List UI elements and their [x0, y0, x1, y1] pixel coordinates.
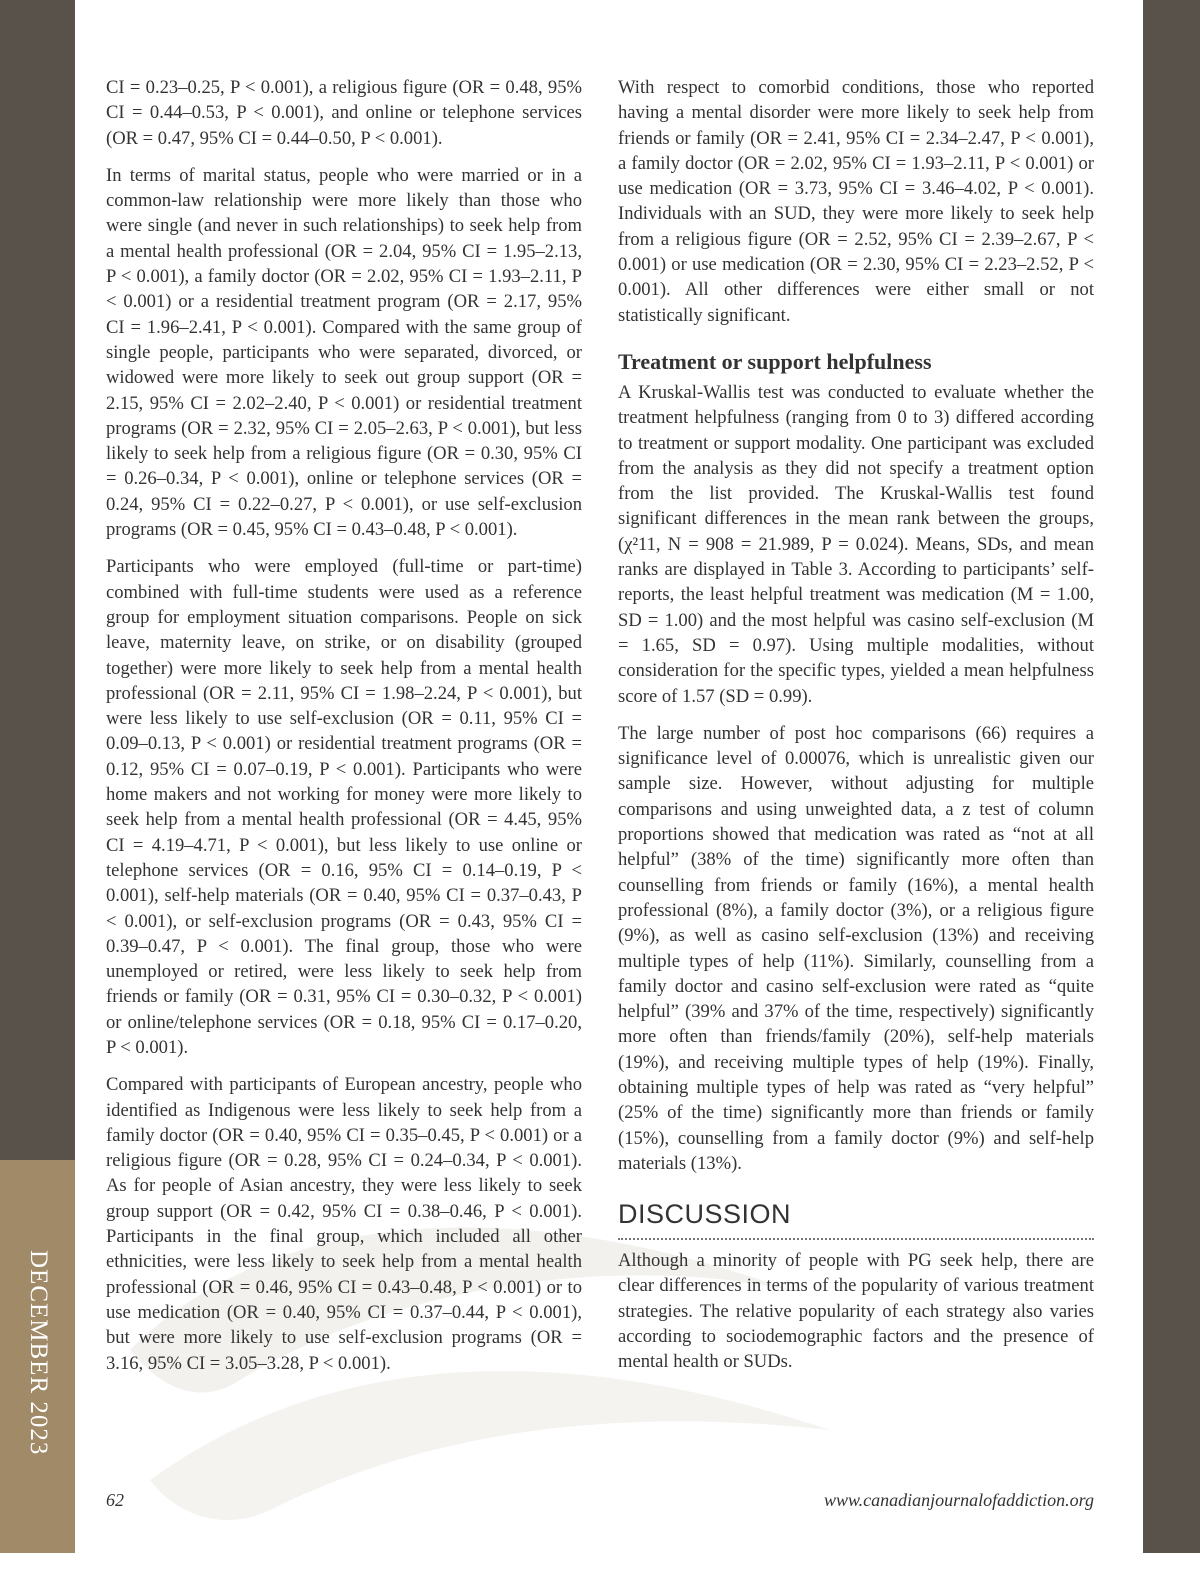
paragraph: Participants who were employed (full-time or part-time) combined with full-time students were used as a reference group for employment situation comparisons. People on sick leave, maternity leave, on strike, or on disability (grouped together) were more likely to seek help from a mental health professional (OR = 2.11, 95% CI = 1.98–2.24, P < 0.001), but were less likely to use self-exclusion (OR = 0.11, 95% CI = 0.09–0.13, P < 0.001) or residential treatment programs (OR = 0.12, 95% CI = 0.07–0.19, P < 0.001). Participants who were home makers and not working for money were more likely to seek help from a mental health professional (OR = 4.45, 95% CI = 4.19–4.71, P < 0.001), but less likely to use online or telephone services (OR = 0.16, 95% CI = 0.14–0.19, P < 0.001), self-help materials (OR = 0.40, 95% CI = 0.37–0.43, P < 0.001), or self-exclusion programs (OR = 0.43, 95% CI = 0.39–0.47, P < 0.001). The final group, those who were unemployed or retired, were less likely to seek help from friends or family (OR = 0.31, 95% CI = 0.30–0.32, P < 0.001) or online/telephone services (OR = 0.18, 95% CI = 0.17–0.20, P < 0.001). — [106, 556, 582, 1058]
paragraph: In terms of marital status, people who were married or in a common-law relationship were more likely than those who were single (and never in such relationships) to seek help from a mental health professional (OR = 2.04, 95% CI = 1.95–2.13, P < 0.001), a family doctor (OR = 2.02, 95% CI = 1.93–2.11, P < 0.001) or a residential treatment program (OR = 2.17, 95% CI = 1.96–2.41, P < 0.001). Compared with the same group of single people, participants who were separated, divorced, or widowed were more likely to seek out group support (OR = 2.15, 95% CI = 2.02–2.40, P < 0.001) or residential treatment programs (OR = 2.32, 95% CI = 2.05–2.63, P < 0.001), but less likely to seek help from a religious figure (OR = 0.30, 95% CI = 0.26–0.34, P < 0.001), online or telephone services (OR = 0.24, 95% CI = 0.22–0.27, P < 0.001), or use self-exclusion programs (OR = 0.45, 95% CI = 0.43–0.48, P < 0.001). — [106, 164, 582, 541]
right-column — [618, 75, 1094, 1387]
journal-website-link[interactable]: www.canadianjournalofaddiction.org — [823, 1490, 1094, 1510]
left-column — [106, 75, 582, 1388]
paragraph: CI = 0.23–0.25, P < 0.001), a religious figure (OR = 0.48, 95% CI = 0.44–0.53, P < 0.001), and online or telephone services (OR = 0.47, 95% CI = 0.44–0.50, P < 0.001). — [106, 77, 582, 149]
paragraph: With respect to comorbid conditions, those who reported having a mental disorder were more likely to seek help from friends or family (OR = 2.41, 95% CI = 2.34–2.47, P < 0.001), a family doctor (OR = 2.02, 95% CI = 1.93–2.11, P < 0.001) or use medication (OR = 3.73, 95% CI = 3.46–4.02, P < 0.001). Individuals with an SUD, they were more likely to seek help from a religious figure (OR = 2.52, 95% CI = 2.39–2.67, P < 0.001) or use medication (OR = 2.30, 95% CI = 2.23–2.52, P < 0.001). All other differences were either small or not statistically significant. — [618, 77, 1094, 326]
paragraph: A Kruskal-Wallis test was conducted to evaluate whether the treatment helpfulness (ranging from 0 to 3) differed according to treatment or support modality. One participant was excluded from the analysis as they did not specify a treatment option from the list provided. The Kruskal-Wallis test found significant differences in the mean rank between the groups, (χ²11, N = 908 = 21.989, P = 0.024). Means, SDs, and mean ranks are displayed in Table 3. According to participants’ self-reports, the least helpful treatment was medication (M = 1.00, SD = 1.00) and the most helpful was casino self-exclusion (M = 1.65, SD = 0.97). Using multiple modalities, without consideration for the specific types, yielded a mean helpfulness score of 1.57 (SD = 0.99). — [618, 381, 1094, 707]
right-side-bar — [1143, 0, 1200, 1553]
issue-date-label: DECEMBER 2023 — [25, 1250, 52, 1456]
paragraph: The large number of post hoc comparisons (66) requires a significance level of 0.00076, which is unrealistic given our sample size. However, without adjusting for multiple comparisons and using unweighted data, a z test of column proportions showed that medication was rated as “not at all helpful” (38% of the time) significantly more often than counselling from friends or family (16%), a mental health professional (8%), a family doctor (3%), or a religious figure (9%), as well as casino self-exclusion (13%) and receiving multiple types of help (11%). Similarly, counselling from a family doctor and casino self-exclusion were rated as “quite helpful” (39% and 37% of the time, respectively) significantly more often than friends/family (20%), self-help materials (19%), and receiving multiple types of help (19%). Finally, obtaining multiple types of help was rated as “very helpful” (25% of the time) significantly more than friends or family (15%), counselling from a family doctor (9%) and self-help materials (13%). — [618, 722, 1094, 1174]
section-heading: DISCUSSION — [618, 1196, 1094, 1240]
paragraph: Compared with participants of European ancestry, people who identified as Indigenous were less likely to seek help from a family doctor (OR = 0.40, 95% CI = 0.35–0.45, P < 0.001) or a religious figure (OR = 0.28, 95% CI = 0.24–0.34, P < 0.001). As for people of Asian ancestry, they were less likely to seek group support (OR = 0.42, 95% CI = 0.38–0.46, P < 0.001). Participants in the final group, which included all other ethnicities, were less likely to seek help from a mental health professional (OR = 0.46, 95% CI = 0.43–0.48, P < 0.001) or to use medication (OR = 0.40, 95% CI = 0.37–0.44, P < 0.001), but were more likely to use self-exclusion programs (OR = 3.16, 95% CI = 3.05–3.28, P < 0.001). — [106, 1074, 582, 1374]
paragraph: Although a minority of people with PG seek help, there are clear differences in terms of the popularity of various treatment strategies. The relative popularity of each strategy also varies according to sociodemographic factors and the presence of mental health or SUDs. — [618, 1250, 1094, 1373]
page-number: 62 — [106, 1490, 124, 1510]
subsection-heading: Treatment or support helpfulness — [618, 348, 932, 374]
